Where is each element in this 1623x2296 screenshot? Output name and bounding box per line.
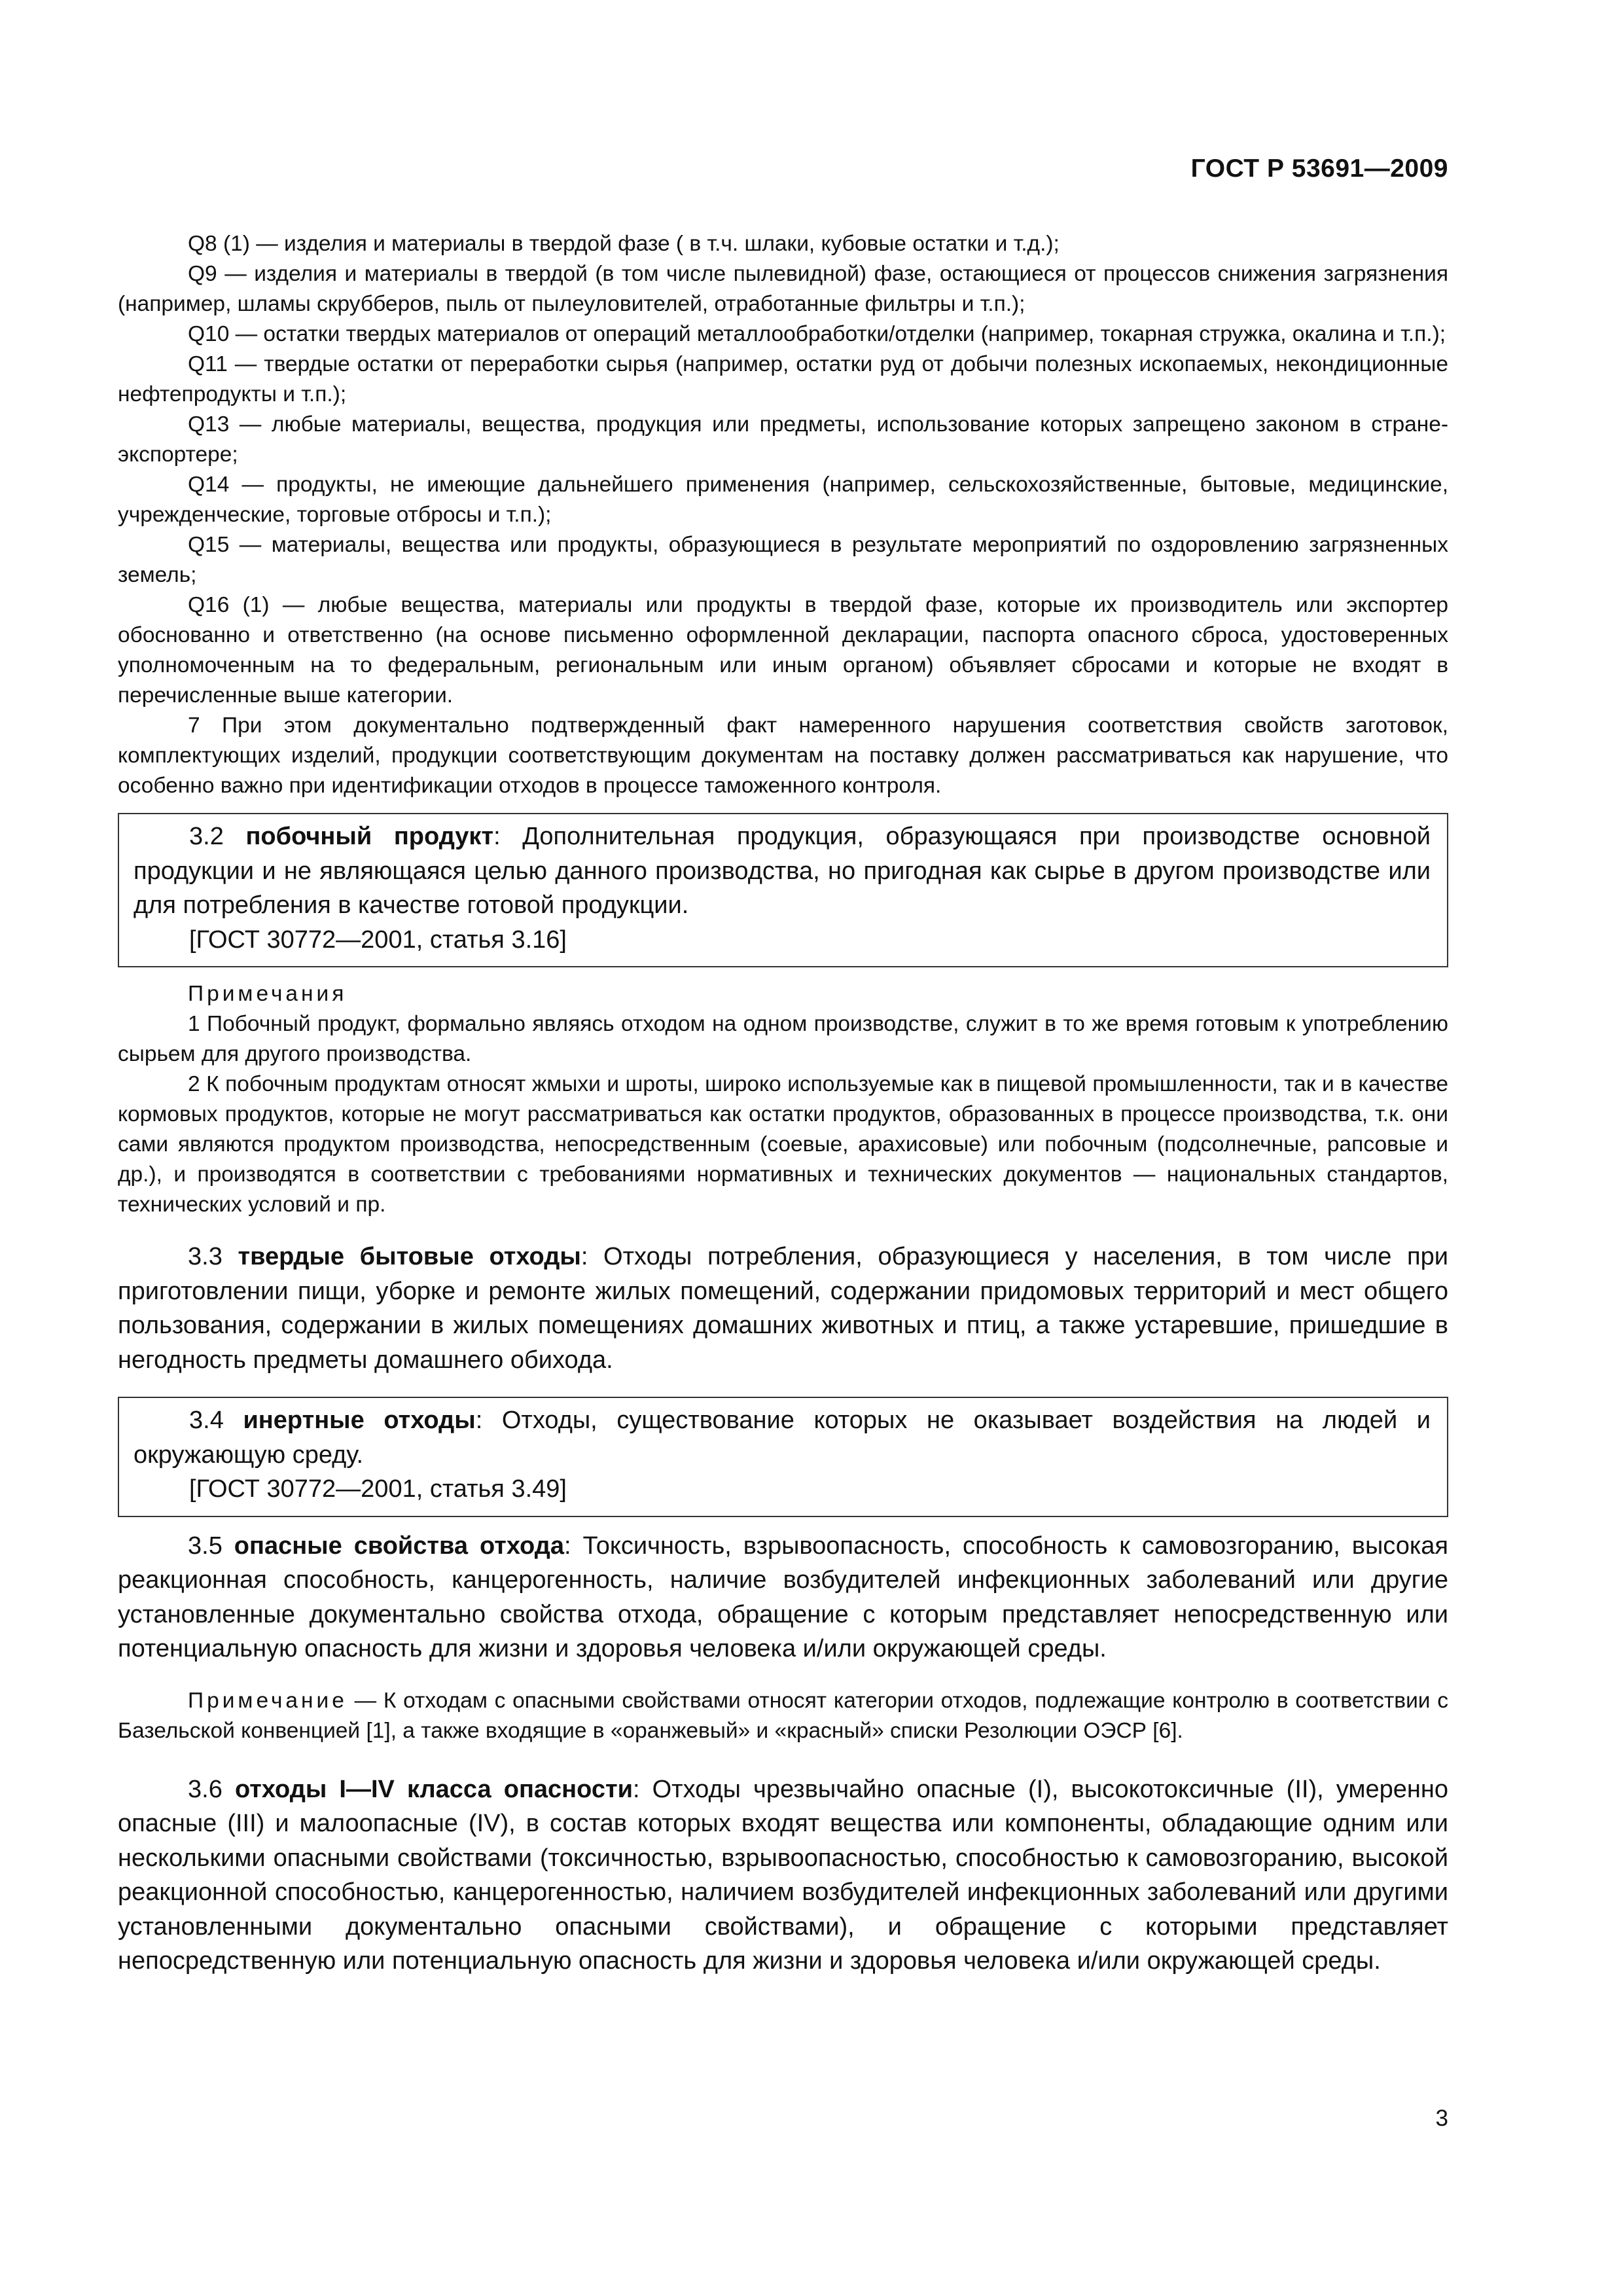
category-q15: Q15 — материалы, вещества или продукты, образующиеся в результате мероприятий по оздоровлению загрязненных земель; [118,533,1448,587]
term-3-2-box [118,813,1448,967]
term-3-6-number: 3.6 [188,1775,223,1803]
term-3-4-box [118,1397,1448,1517]
term-3-6-term: отходы I—IV класса опасности [234,1775,633,1803]
notes-heading: Примечания [188,982,348,1006]
note-3-5-label: Примечание [188,1688,348,1713]
category-q16: Q16 (1) — любые вещества, материалы или продукты в твердой фазе, которые их производитель или экспортер обоснованно и ответственно (на основе письменно оформленной декларации, паспорта опасного сброса, удостоверенных уполномоченным на то федеральным, региональным или иным органом) объявляет сбросами и которые не входят в перечисленные выше категории. [118,593,1448,708]
term-3-6-text: : Отходы чрезвычайно опасные (I), высокотоксичные (II), умеренно опасные (III) и малоопасные (IV), в состав которых входят вещества или компоненты, обладающие одним или несколькими опасными свойствами (токсичностью, взрывоопасностью, способностью к самовозгоранию, высокой реакционной способностью, канцерогенностью, наличием возбудителей инфекционных заболеваний или другими установленными документально опасными свойствами), и обращение с которыми представляет непосредственную или потенциальную опасность для жизни и здоровья человека и/или окружающей среды. [118,1775,1448,1975]
document-number-header: ГОСТ Р 53691—2009 [1190,154,1448,183]
term-3-3-term: твердые бытовые отходы [238,1243,581,1270]
page-content [118,229,1448,1979]
term-3-5-definition [118,1529,1448,1666]
term-3-2-number: 3.2 [189,823,224,850]
term-3-4-definition [134,1403,1431,1472]
category-q14: Q14 — продукты, не имеющие дальнейшего применения (например, сельскохозяйственные, бытовые, медицинские, учрежденческие, торговые отбросы и т.п.); [118,473,1448,527]
term-3-3-definition [118,1240,1448,1377]
page-number: 3 [1435,2106,1448,2131]
category-q9: Q9 — изделия и материалы в твердой (в том числе пылевидной) фазе, остающиеся от процессов снижения загрязнения (например, шламы скрубберов, пыль от пылеуловителей, отработанные фильтры и т.п.); [118,262,1448,316]
category-q13: Q13 — любые материалы, вещества, продукция или предметы, использование которых запрещено законом в стране-экспортере; [118,412,1448,467]
term-3-6-definition [118,1772,1448,1979]
term-3-3-number: 3.3 [188,1243,223,1270]
note-7: 7 При этом документально подтвержденный факт намеренного нарушения соответствия свойств заготовок, комплектующих изделий, продукции соответствующим документам на поставку должен рассматриваться как нарушение, что особенно важно при идентификации отходов в процессе таможенного контроля. [118,713,1448,798]
note-3-5 [118,1686,1448,1746]
note-item-1: 1 Побочный продукт, формально являясь отходом на одном производстве, служит в то же время готовым к употреблению сырьем для другого производства. [118,1012,1448,1066]
note-item-2: 2 К побочным продуктам относят жмыхи и шроты, широко используемые как в пищевой промышленности, так и в качестве кормовых продуктов, которые не могут рассматриваться как остатки продуктов, образованных в процессе производства, т.к. они сами являются продуктом производства, непосредственным (соевые, арахисовые) или побочным (подсолнечные, рапсовые и др.), и производятся в соответствии с требованиями нормативных и технических документов — национальных стандартов, технических условий и пр. [118,1072,1448,1217]
term-3-4-text: : Отходы, существование которых не оказывает воздействия на людей и окружающую среду. [134,1407,1431,1469]
category-q10: Q10 — остатки твердых материалов от операций металлообработки/отделки (например, токарная стружка, окалина и т.п.); [188,322,1446,346]
term-3-3-text: : Отходы потребления, образующиеся у населения, в том числе при приготовлении пищи, уборке и ремонте жилых помещений, содержании придомовых территорий и мест общего пользования, содержании в жилых помещениях домашних животных и птиц, а также устаревшие, пришедшие в негодность предметы домашнего обихода. [118,1243,1448,1374]
category-q11: Q11 — твердые остатки от переработки сырья (например, остатки руд от добычи полезных ископаемых, некондиционные нефтепродукты и т.п.); [118,352,1448,406]
term-3-5-text: : Токсичность, взрывоопасность, способность к самовозгоранию, высокая реакционная способность, канцерогенность, наличие возбудителей инфекционных заболеваний или другие установленные документально свойства отхода, обращение с которым представляет непосредственную или потенциальную опасность для жизни и здоровья человека и/или окружающей среды. [118,1532,1448,1662]
term-3-2-term: побочный продукт [245,823,494,850]
category-q8: Q8 (1) — изделия и материалы в твердой фазе ( в т.ч. шлаки, кубовые остатки и т.д.); [188,232,1060,256]
term-3-2-definition [134,819,1431,923]
note-3-5-text: — К отходам с опасными свойствами относят категории отходов, подлежащие контролю в соответствии с Базельской конвенцией [1], а также входящие в «оранжевый» и «красный» списки Резолюции ОЭСР [6]. [118,1688,1448,1743]
term-3-2-source: [ГОСТ 30772—2001, статья 3.16] [189,925,567,954]
term-3-5-term: опасные свойства отхода [234,1532,564,1560]
term-3-2-text: : Дополнительная продукция, образующаяся при производстве основной продукции и не являющаяся целью данного производства, но пригодная как сырье в другом производстве или для потребления в качестве готовой продукции. [134,823,1431,919]
term-3-5-number: 3.5 [188,1532,223,1560]
term-3-4-term: инертные отходы [243,1407,476,1434]
term-3-4-number: 3.4 [189,1407,224,1434]
term-3-4-source: [ГОСТ 30772—2001, статья 3.49] [189,1475,567,1503]
